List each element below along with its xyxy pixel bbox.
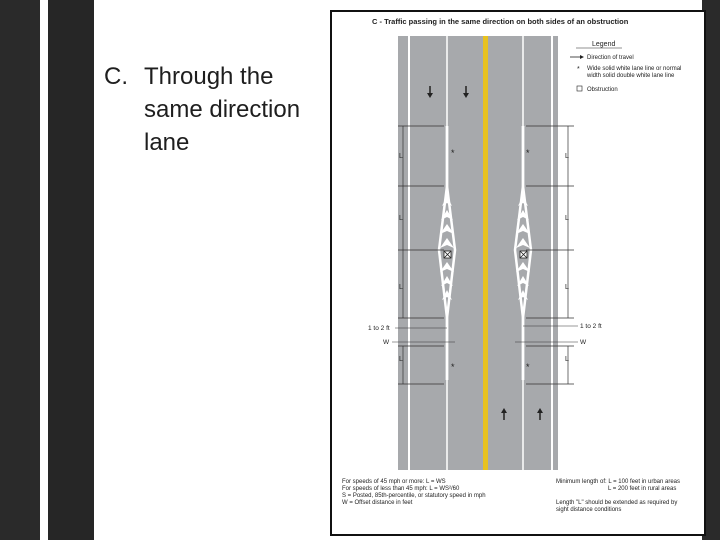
note-right-4: sight distance conditions	[556, 507, 622, 513]
length-label: L	[565, 215, 569, 222]
star-marker: *	[526, 148, 530, 158]
center-yellow-line	[483, 36, 488, 470]
note-left-4: W = Offset distance in feet	[342, 500, 413, 506]
w-label-right: W	[580, 339, 587, 346]
note-right-2: L = 200 feet in rural areas	[608, 486, 677, 492]
length-label: L	[399, 215, 403, 222]
road-surface	[398, 36, 558, 470]
note-left-2: For speeds of less than 45 mph: L = WS²/60	[342, 486, 460, 492]
offset-label-left: 1 to 2 ft	[368, 325, 390, 332]
note-right-3: Length "L" should be extended as required by	[556, 500, 678, 506]
star-marker: *	[526, 362, 530, 372]
note-left-1: For speeds of 45 mph or more: L = WS	[342, 479, 446, 485]
note-right-1: Minimum length of: L = 100 feet in urban areas	[556, 479, 681, 485]
offset-label-right: 1 to 2 ft	[580, 323, 602, 330]
legend-star-icon: *	[577, 66, 580, 73]
legend-item-obstruction: Obstruction	[587, 87, 618, 93]
note-left-3: S = Posted, 85th-percentile, or statutory speed in mph	[342, 493, 486, 499]
length-label: L	[399, 356, 403, 363]
length-label: L	[565, 284, 569, 291]
length-label: L	[399, 153, 403, 160]
length-label: L	[565, 153, 569, 160]
legend-arrow-icon	[570, 55, 584, 59]
legend-obstruction-icon	[577, 86, 582, 91]
length-label: L	[565, 356, 569, 363]
star-marker: *	[451, 148, 455, 158]
length-label: L	[399, 284, 403, 291]
title-text: Through the same direction lane	[144, 63, 301, 156]
legend-title: Legend	[592, 41, 616, 48]
legend-item-direction: Direction of travel	[587, 55, 634, 61]
w-label-left: W	[383, 339, 390, 346]
diagram-heading: C - Traffic passing in the same direction on both sides of an obstruction	[372, 17, 629, 26]
legend-item-lane-line: Wide solid white lane line or normal	[587, 66, 682, 72]
legend-item-lane-line-2: width solid double white lane line	[587, 73, 675, 79]
title-letter: C.	[104, 63, 128, 90]
star-marker: *	[451, 362, 455, 372]
